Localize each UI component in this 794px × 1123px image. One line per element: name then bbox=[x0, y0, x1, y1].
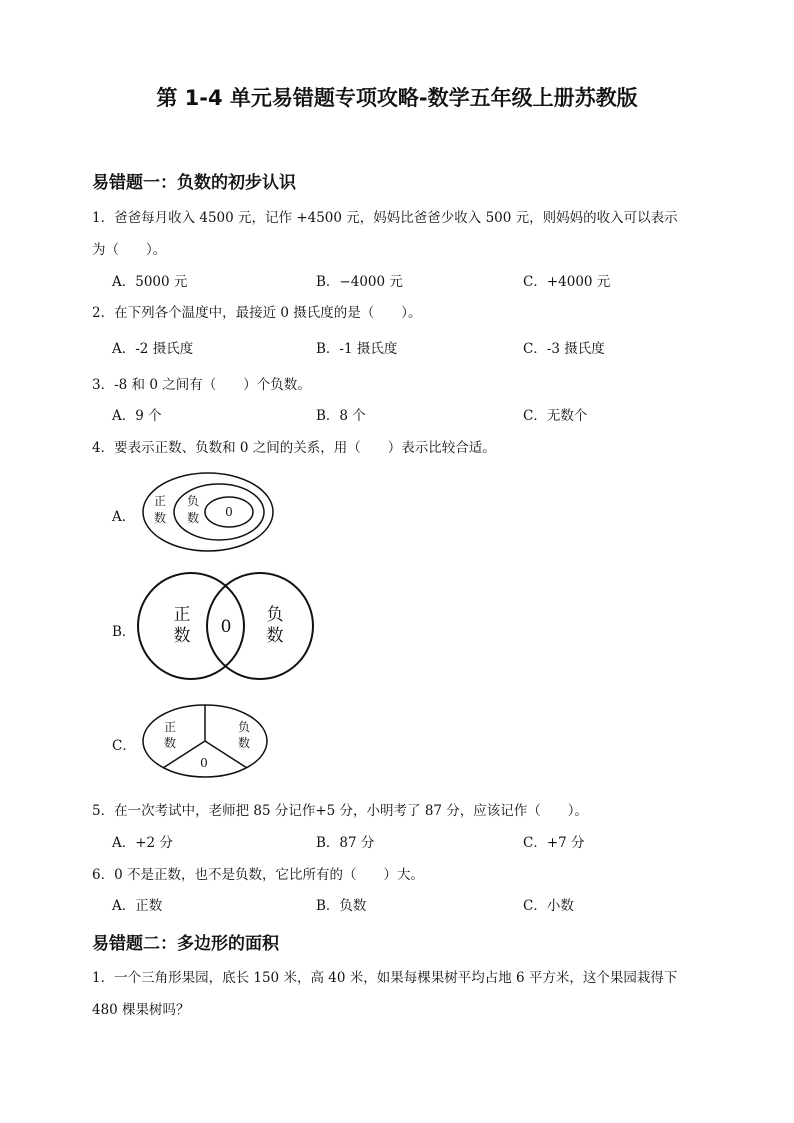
question-3-option-c: C．无数个 bbox=[523, 408, 588, 424]
diagram-b-label: B． bbox=[112, 624, 136, 640]
diagram-b-left-label-2: 数 bbox=[173, 626, 191, 646]
diagram-b-left-label-1: 正 bbox=[173, 605, 191, 625]
question-3-option-b: B．8 个 bbox=[316, 408, 366, 424]
question-1-option-b: B．−4000 元 bbox=[316, 274, 403, 290]
question-6-text: 6．0 不是正数，也不是负数，它比所有的（ ）大。 bbox=[92, 867, 424, 883]
question-2-option-c: C．-3 摄氏度 bbox=[523, 341, 605, 357]
diagram-a-outer-label-2: 数 bbox=[153, 511, 167, 525]
diagram-b-venn bbox=[136, 570, 318, 682]
question-1-option-a: A．5000 元 bbox=[112, 274, 188, 290]
diagram-a-label: A． bbox=[112, 509, 136, 525]
question-1-text-cont: 为（ ）。 bbox=[92, 242, 167, 258]
question-6-option-a: A．正数 bbox=[112, 898, 163, 914]
question-3-text: 3．-8 和 0 之间有（ ）个负数。 bbox=[92, 377, 311, 393]
diagram-c-right-label-2: 数 bbox=[237, 736, 251, 750]
question-1-text: 1．爸爸每月收入 4500 元，记作 +4500 元，妈妈比爸爸少收入 500 元，则妈妈的收入可以表示 bbox=[92, 210, 678, 226]
diagram-c-left-label-1: 正 bbox=[163, 720, 177, 734]
question-2-option-a: A．-2 摄氏度 bbox=[112, 341, 194, 357]
question-2-text: 2．在下列各个温度中，最接近 0 摄氏度的是（ ）。 bbox=[92, 305, 422, 321]
question-6-option-c: C．小数 bbox=[523, 898, 574, 914]
diagram-a-inner-label: 0 bbox=[225, 505, 233, 519]
diagram-a-middle-label-1: 负 bbox=[186, 494, 200, 508]
question-5-option-c: C．+7 分 bbox=[523, 835, 585, 851]
section-heading-1: 易错题一：负数的初步认识 bbox=[92, 173, 296, 193]
question-1-option-c: C．+4000 元 bbox=[523, 274, 611, 290]
question-5-option-a: A．+2 分 bbox=[112, 835, 173, 851]
page-title: 第 1-4 单元易错题专项攻略-数学五年级上册苏教版 bbox=[156, 86, 638, 110]
diagram-c-right-label-1: 负 bbox=[237, 720, 251, 734]
question-6-option-b: B．负数 bbox=[316, 898, 367, 914]
question-s2-1-text: 1．一个三角形果园，底长 150 米，高 40 米，如果每棵果树平均占地 6 平方米，这个果园栽得下 bbox=[92, 970, 678, 986]
diagram-c-label: C． bbox=[112, 738, 136, 754]
diagram-c-left-label-2: 数 bbox=[163, 736, 177, 750]
diagram-b-right-label-2: 数 bbox=[266, 626, 284, 646]
question-4-text: 4．要表示正数、负数和 0 之间的关系，用（ ）表示比较合适。 bbox=[92, 440, 496, 456]
diagram-b-center-label: 0 bbox=[220, 617, 232, 637]
diagram-a-nested-ellipses bbox=[140, 470, 280, 555]
diagram-b-right-label-1: 负 bbox=[266, 605, 284, 625]
diagram-c-divided-ellipse bbox=[140, 703, 270, 781]
question-3-option-a: A．9 个 bbox=[112, 408, 162, 424]
section-heading-2: 易错题二：多边形的面积 bbox=[92, 934, 279, 954]
diagram-c-bottom-label: 0 bbox=[200, 756, 208, 770]
question-s2-1-text-cont: 480 棵果树吗？ bbox=[92, 1002, 190, 1018]
diagram-a-middle-label-2: 数 bbox=[186, 511, 200, 525]
diagram-a-outer-label-1: 正 bbox=[153, 494, 167, 508]
question-5-option-b: B．87 分 bbox=[316, 835, 375, 851]
question-5-text: 5．在一次考试中，老师把 85 分记作+5 分，小明考了 87 分，应该记作（ ）。 bbox=[92, 803, 589, 819]
question-2-option-b: B．-1 摄氏度 bbox=[316, 341, 398, 357]
